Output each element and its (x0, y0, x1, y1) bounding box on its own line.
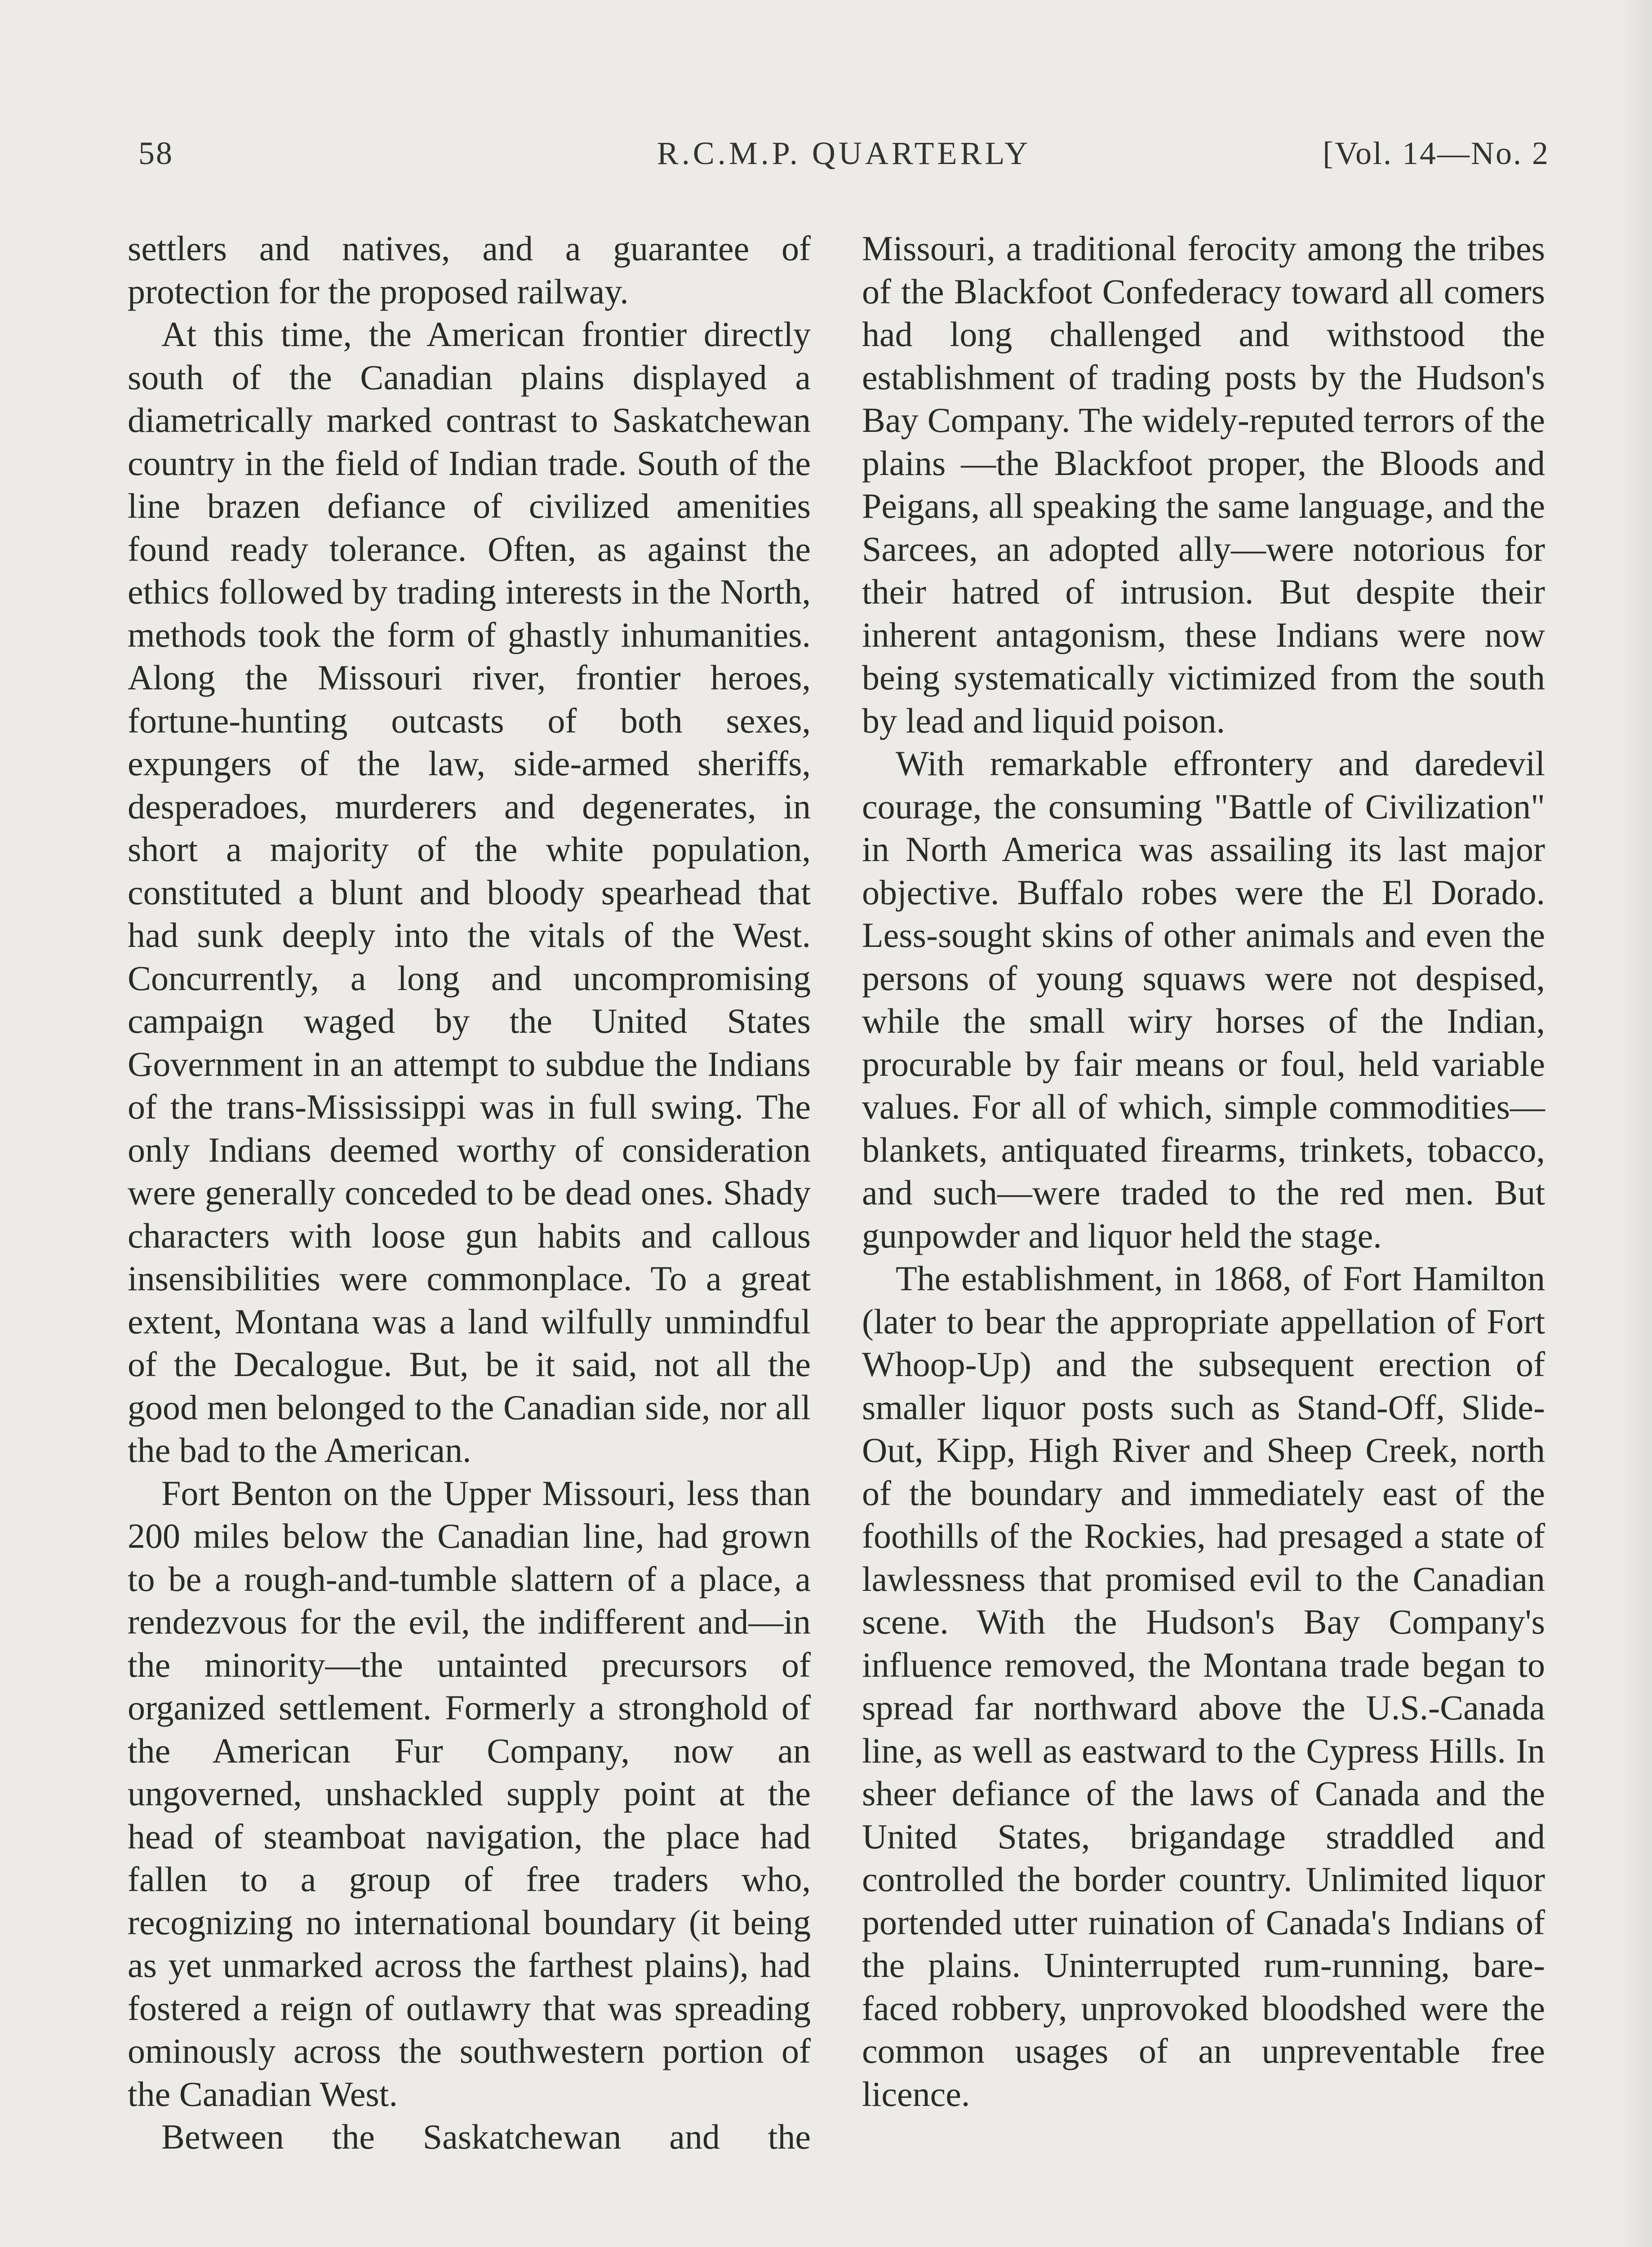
journal-title: R.C.M.P. QUARTERLY (657, 135, 1031, 171)
paragraph: Fort Benton on the Upper Missouri, less than 200 miles below the Canadian line, had grown to be a rough-and-tumble slattern of a place, a rendezvous for the evil, the indifferent and—in the minority—the untainted precursors of organized settlement. Formerly a stronghold of the American Fur Company, now an ungoverned, unshackled supply point at the head of steamboat navigation, the place had fallen to a group of free traders who, recognizing no international boundary (it being as yet unmarked across the farthest plains), had fostered a reign of outlawry that was spreading ominously across the southwestern portion of the Canadian West. (128, 1473, 811, 2114)
running-header (138, 135, 1550, 189)
page-edge-shadow (1621, 0, 1652, 2247)
paragraph: At this time, the American frontier directly south of the Canadian plains displayed a diametrically marked contrast to Saskatchewan country in the field of Indian trade. South of the line brazen defiance of civilized amenities found ready tolerance. Often, as against the ethics followed by trading interests in the North, methods took the form of ghastly inhumanities. Along the Missouri river, frontier heroes, fortune-hunting outcasts of both sexes, expungers of the law, side-armed sheriffs, desperadoes, murderers and degenerates, in short a majority of the white population, constituted a blunt and bloody spearhead that had sunk deeply into the vitals of the West. Concurrently, a long and uncompromising campaign waged by the United States Government in an attempt to subdue the Indians of the trans-Mississippi was in full swing. The only Indians deemed worthy of consideration were generally conceded to be dead ones. Shady characters with loose gun habits and callous insensibilities were commonplace. To a great extent, Montana was a land wilfully unmindful of the Decalogue. But, be it said, not all the good men belonged to the Canadian side, nor all the bad to the American. (128, 315, 811, 1470)
left-column (128, 227, 811, 2158)
right-column (862, 227, 1545, 2115)
paragraph: With remarkable effrontery and daredevil courage, the consuming "Battle of Civilization" in North America was assailing its last major objective. Buffalo robes were the El Dorado. Less-sought skins of other animals and even the persons of young squaws were not despised, while the small wiry horses of the Indian, procurable by fair means or foul, held variable values. For all of which, simple commodities—blankets, antiquated firearms, trinkets, tobacco, and such—were traded to the red men. But gunpowder and liquor held the stage. (862, 744, 1545, 1255)
paragraph: Between the Saskatchewan and the (161, 2117, 811, 2156)
paragraph: Missouri, a traditional ferocity among the tribes of the Blackfoot Confederacy toward all comers had long challenged and withstood the establishment of trading posts by the Hudson's Bay Company. The widely-reputed terrors of the plains —the Blackfoot proper, the Bloods and Peigans, all speaking the same language, and the Sarcees, an adopted ally—were notorious for their hatred of intrusion. But despite their inherent antagonism, these Indians were now being systematically victimized from the south by lead and liquid poison. (862, 229, 1545, 740)
page-number: 58 (138, 135, 173, 171)
volume-issue: [Vol. 14—No. 2 (1323, 135, 1550, 171)
paragraph: The establishment, in 1868, of Fort Hamilton (later to bear the appropriate appellation of Fort Whoop-Up) and the subsequent erection of smaller liquor posts such as Stand-Off, Slide-Out, Kipp, High River and Sheep Creek, north of the boundary and immediately east of the foothills of the Rockies, had presaged a state of lawlessness that promised evil to the Canadian scene. With the Hudson's Bay Company's influence removed, the Montana trade began to spread far northward above the U.S.-Canada line, as well as eastward to the Cypress Hills. In sheer defiance of the laws of Canada and the United States, brigandage straddled and controlled the border country. Unlimited liquor portended utter ruination of Canada's Indians of the plains. Uninterrupted rum-running, bare-faced robbery, unprovoked bloodshed were the common usages of an unpreventable free licence. (862, 1259, 1545, 2114)
paragraph: settlers and natives, and a guarantee of protection for the proposed railway. (128, 229, 811, 311)
